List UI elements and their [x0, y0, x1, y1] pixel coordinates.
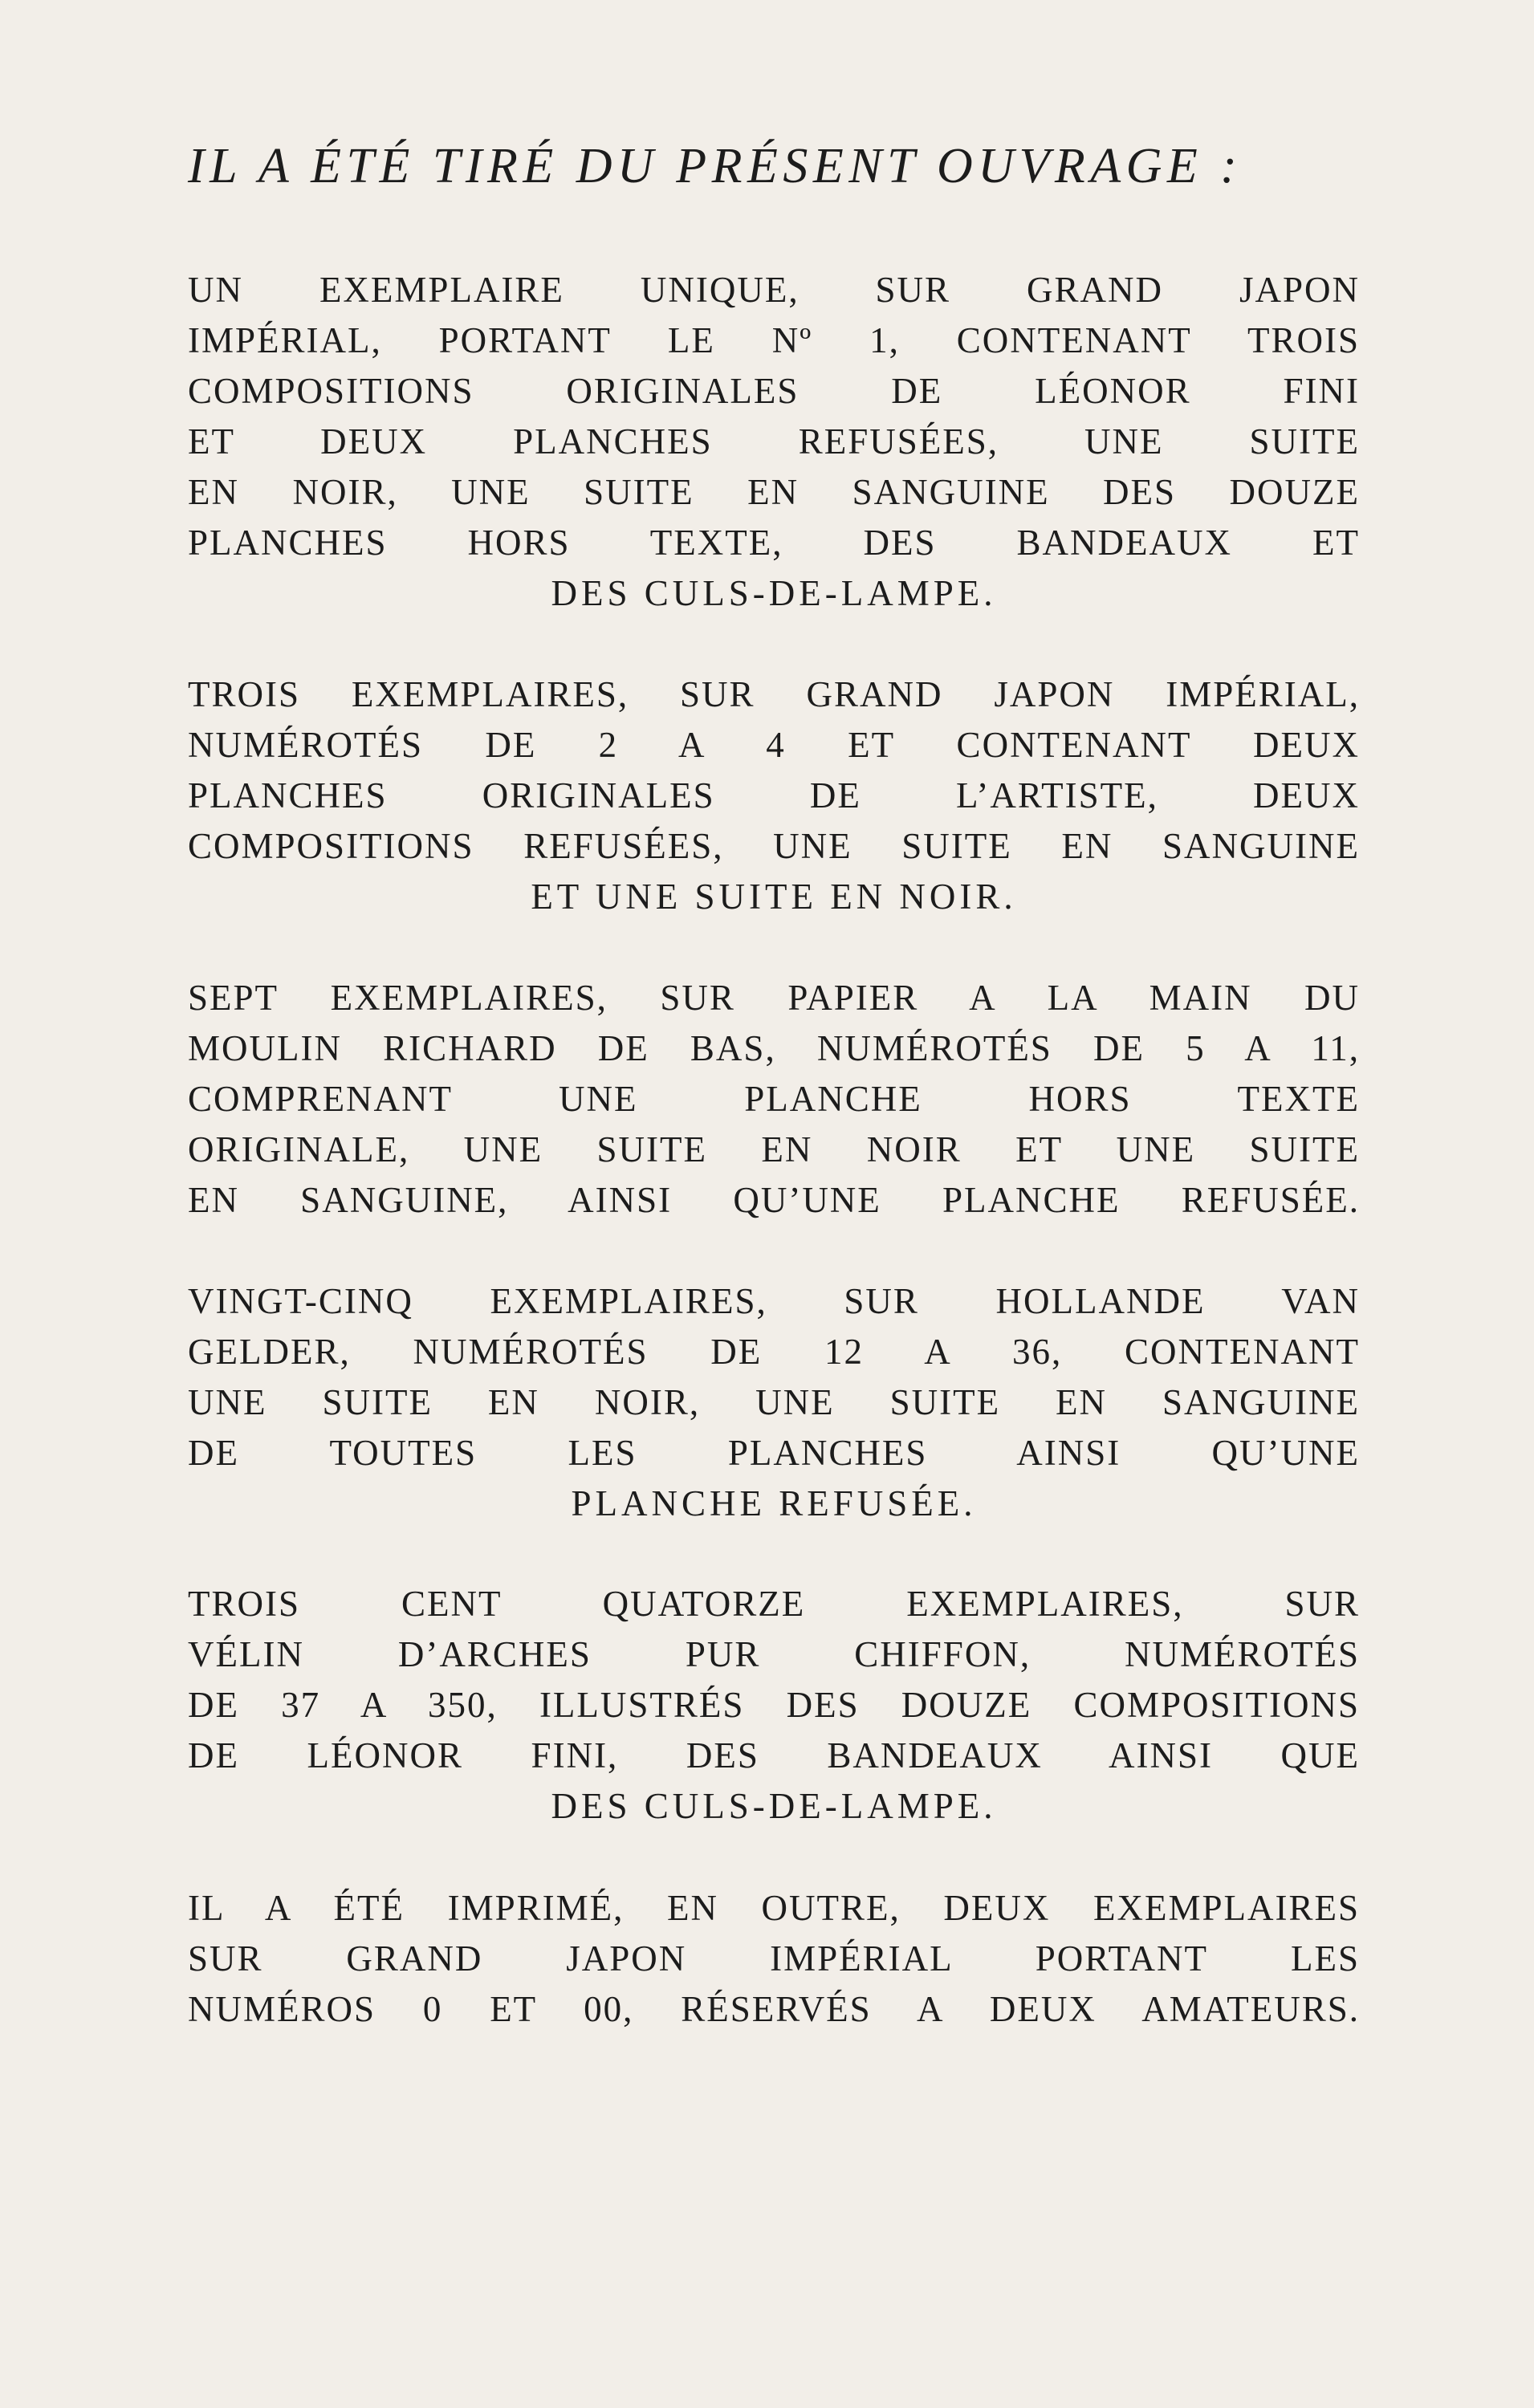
paragraph-sept-exemplaires: [188, 973, 1360, 1226]
text-line: MOULIN RICHARD DE BAS, NUMÉROTÉS DE 5 A 11,: [188, 1028, 1360, 1068]
paragraph-exemplaires-amateurs: [188, 1883, 1360, 2035]
text-line: ORIGINALE, UNE SUITE EN NOIR ET UNE SUITE: [188, 1129, 1360, 1169]
text-line: PLANCHES ORIGINALES DE L’ARTISTE, DEUX: [188, 775, 1360, 816]
text-line: NUMÉROTÉS DE 2 A 4 ET CONTENANT DEUX: [188, 725, 1360, 765]
text-line: GELDER, NUMÉROTÉS DE 12 A 36, CONTENANT: [188, 1332, 1360, 1372]
text-line: IL A ÉTÉ IMPRIMÉ, EN OUTRE, DEUX EXEMPLAIRES: [188, 1888, 1360, 1928]
text-line: COMPOSITIONS ORIGINALES DE LÉONOR FINI: [188, 371, 1360, 411]
text-line: DES CULS-DE-LAMPE.: [551, 573, 997, 613]
paragraph-trois-cent-quatorze-exemplaires: [188, 1579, 1360, 1832]
text-line: UNE SUITE EN NOIR, UNE SUITE EN SANGUINE: [188, 1382, 1360, 1422]
text-line: VINGT-CINQ EXEMPLAIRES, SUR HOLLANDE VAN: [188, 1281, 1360, 1321]
text-line: NUMÉROS 0 ET 00, RÉSERVÉS A DEUX AMATEURS.: [188, 1989, 1360, 2029]
text-line: SEPT EXEMPLAIRES, SUR PAPIER A LA MAIN DU: [188, 978, 1360, 1018]
text-line: TROIS CENT QUATORZE EXEMPLAIRES, SUR: [188, 1584, 1360, 1624]
text-line: ET UNE SUITE EN NOIR.: [531, 877, 1017, 917]
text-line: VÉLIN D’ARCHES PUR CHIFFON, NUMÉROTÉS: [188, 1634, 1360, 1674]
text-line: PLANCHE REFUSÉE.: [571, 1483, 977, 1523]
text-line: DE 37 A 350, ILLUSTRÉS DES DOUZE COMPOSITIONS: [188, 1685, 1360, 1725]
text-line: SUR GRAND JAPON IMPÉRIAL PORTANT LES: [188, 1938, 1360, 1979]
text-line: EN SANGUINE, AINSI QU’UNE PLANCHE REFUSÉE.: [188, 1180, 1360, 1220]
text-line: PLANCHES HORS TEXTE, DES BANDEAUX ET: [188, 523, 1360, 563]
paragraph-vingt-cinq-exemplaires: [188, 1276, 1360, 1529]
text-line: EN NOIR, UNE SUITE EN SANGUINE DES DOUZE: [188, 472, 1360, 512]
text-line: DES CULS-DE-LAMPE.: [551, 1786, 997, 1826]
text-line: UN EXEMPLAIRE UNIQUE, SUR GRAND JAPON: [188, 270, 1360, 310]
text-line: COMPOSITIONS REFUSÉES, UNE SUITE EN SANGUINE: [188, 826, 1360, 866]
text-line: DE LÉONOR FINI, DES BANDEAUX AINSI QUE: [188, 1735, 1360, 1775]
text-line: COMPRENANT UNE PLANCHE HORS TEXTE: [188, 1079, 1360, 1119]
text-line: ET DEUX PLANCHES REFUSÉES, UNE SUITE: [188, 421, 1360, 462]
text-line: TROIS EXEMPLAIRES, SUR GRAND JAPON IMPÉRIAL,: [188, 674, 1360, 714]
paragraph-exemplaire-unique: [188, 265, 1360, 619]
text-line: DE TOUTES LES PLANCHES AINSI QU’UNE: [188, 1433, 1360, 1473]
paragraph-trois-exemplaires: [188, 669, 1360, 922]
text-line: IMPÉRIAL, PORTANT LE Nº 1, CONTENANT TROIS: [188, 320, 1360, 360]
page-heading: IL A ÉTÉ TIRÉ DU PRÉSENT OUVRAGE :: [188, 139, 1243, 193]
